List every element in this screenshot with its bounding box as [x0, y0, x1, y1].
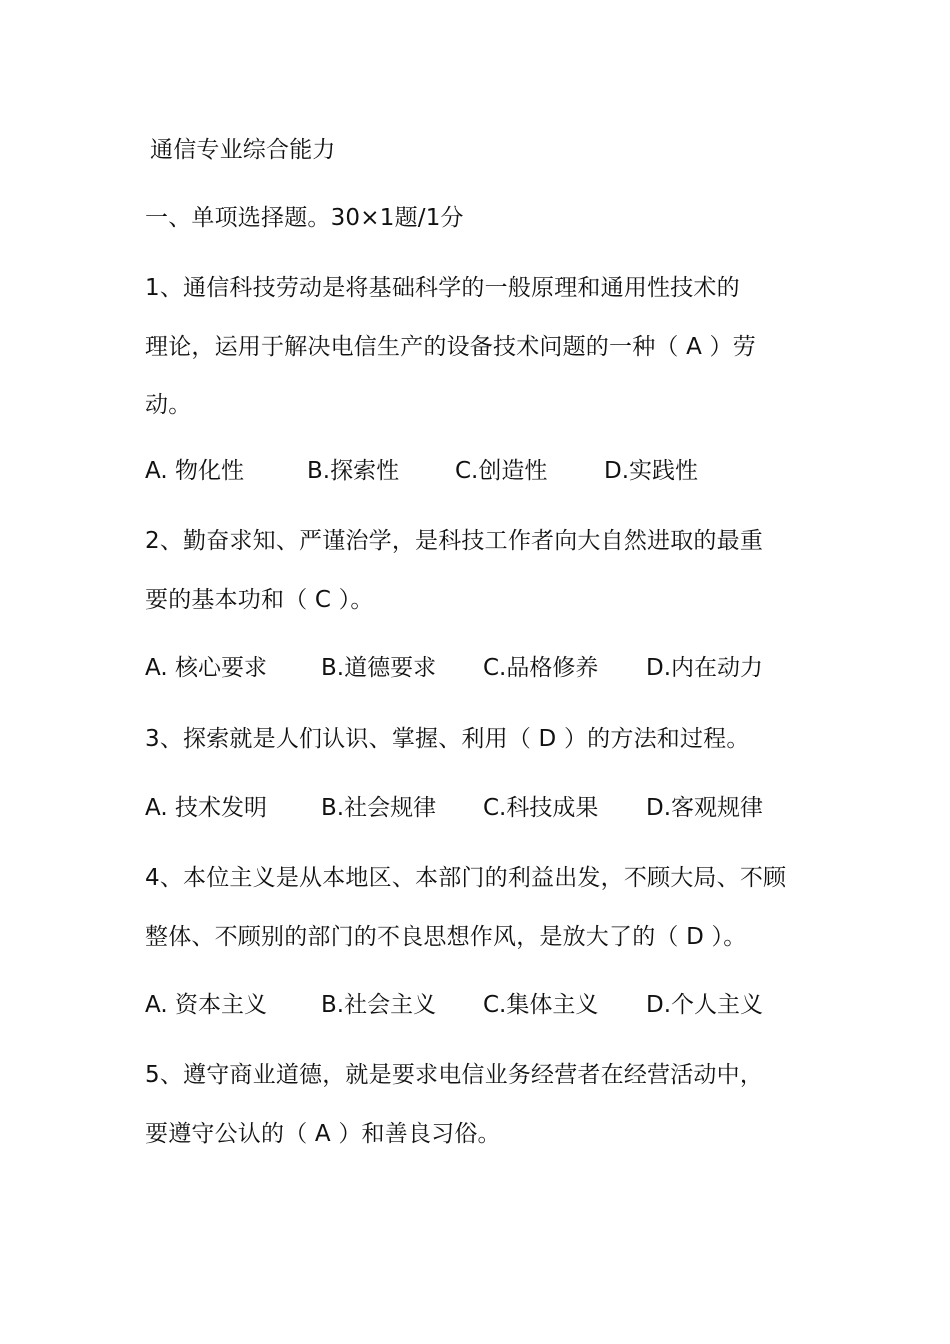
question-4-option-a: A. 资本主义 [145, 992, 267, 1018]
question-5-line-1: 5、遵守商业道德，就是要求电信业务经营者在经营活动中， [145, 1062, 764, 1088]
question-2-option-a: A. 核心要求 [145, 655, 267, 681]
question-2-line-2: 要的基本功和（ C ）。 [145, 587, 374, 613]
question-1-line-1: 1、通信科技劳动是将基础科学的一般原理和通用性技术的 [145, 275, 740, 301]
question-2-line-1: 2、勤奋求知、严谨治学，是科技工作者向大自然进取的最重 [145, 528, 764, 554]
question-2-option-c: C.品格修养 [483, 655, 599, 681]
section-heading: 一、单项选择题。30×1题/1分 [145, 205, 464, 231]
question-4-option-b: B.社会主义 [321, 992, 437, 1018]
question-3-option-d: D.客观规律 [646, 795, 764, 821]
question-1-option-d: D.实践性 [604, 458, 699, 484]
question-3-option-a: A. 技术发明 [145, 795, 267, 821]
question-4-line-1: 4、本位主义是从本地区、本部门的利益出发，不顾大局、不顾 [145, 865, 787, 891]
question-3-option-b: B.社会规律 [321, 795, 437, 821]
question-2-option-b: B.道德要求 [321, 655, 437, 681]
question-1-line-2: 理论，运用于解决电信生产的设备技术问题的一种（ A ）劳 [145, 334, 756, 360]
question-4-option-c: C.集体主义 [483, 992, 599, 1018]
question-1-option-a: A. 物化性 [145, 458, 244, 484]
document-title: 通信专业综合能力 [150, 137, 336, 163]
question-1-line-3: 动。 [145, 392, 192, 418]
question-1-option-c: C.创造性 [455, 458, 548, 484]
question-1-option-b: B.探索性 [307, 458, 400, 484]
question-4-option-d: D.个人主义 [646, 992, 764, 1018]
question-3-option-c: C.科技成果 [483, 795, 599, 821]
question-5-line-2: 要遵守公认的（ A ）和善良习俗。 [145, 1121, 501, 1147]
question-4-line-2: 整体、不顾别的部门的不良思想作风，是放大了的（ D ）。 [145, 924, 747, 950]
question-3-line-1: 3、探索就是人们认识、掌握、利用（ D ）的方法和过程。 [145, 726, 750, 752]
question-2-option-d: D.内在动力 [646, 655, 764, 681]
